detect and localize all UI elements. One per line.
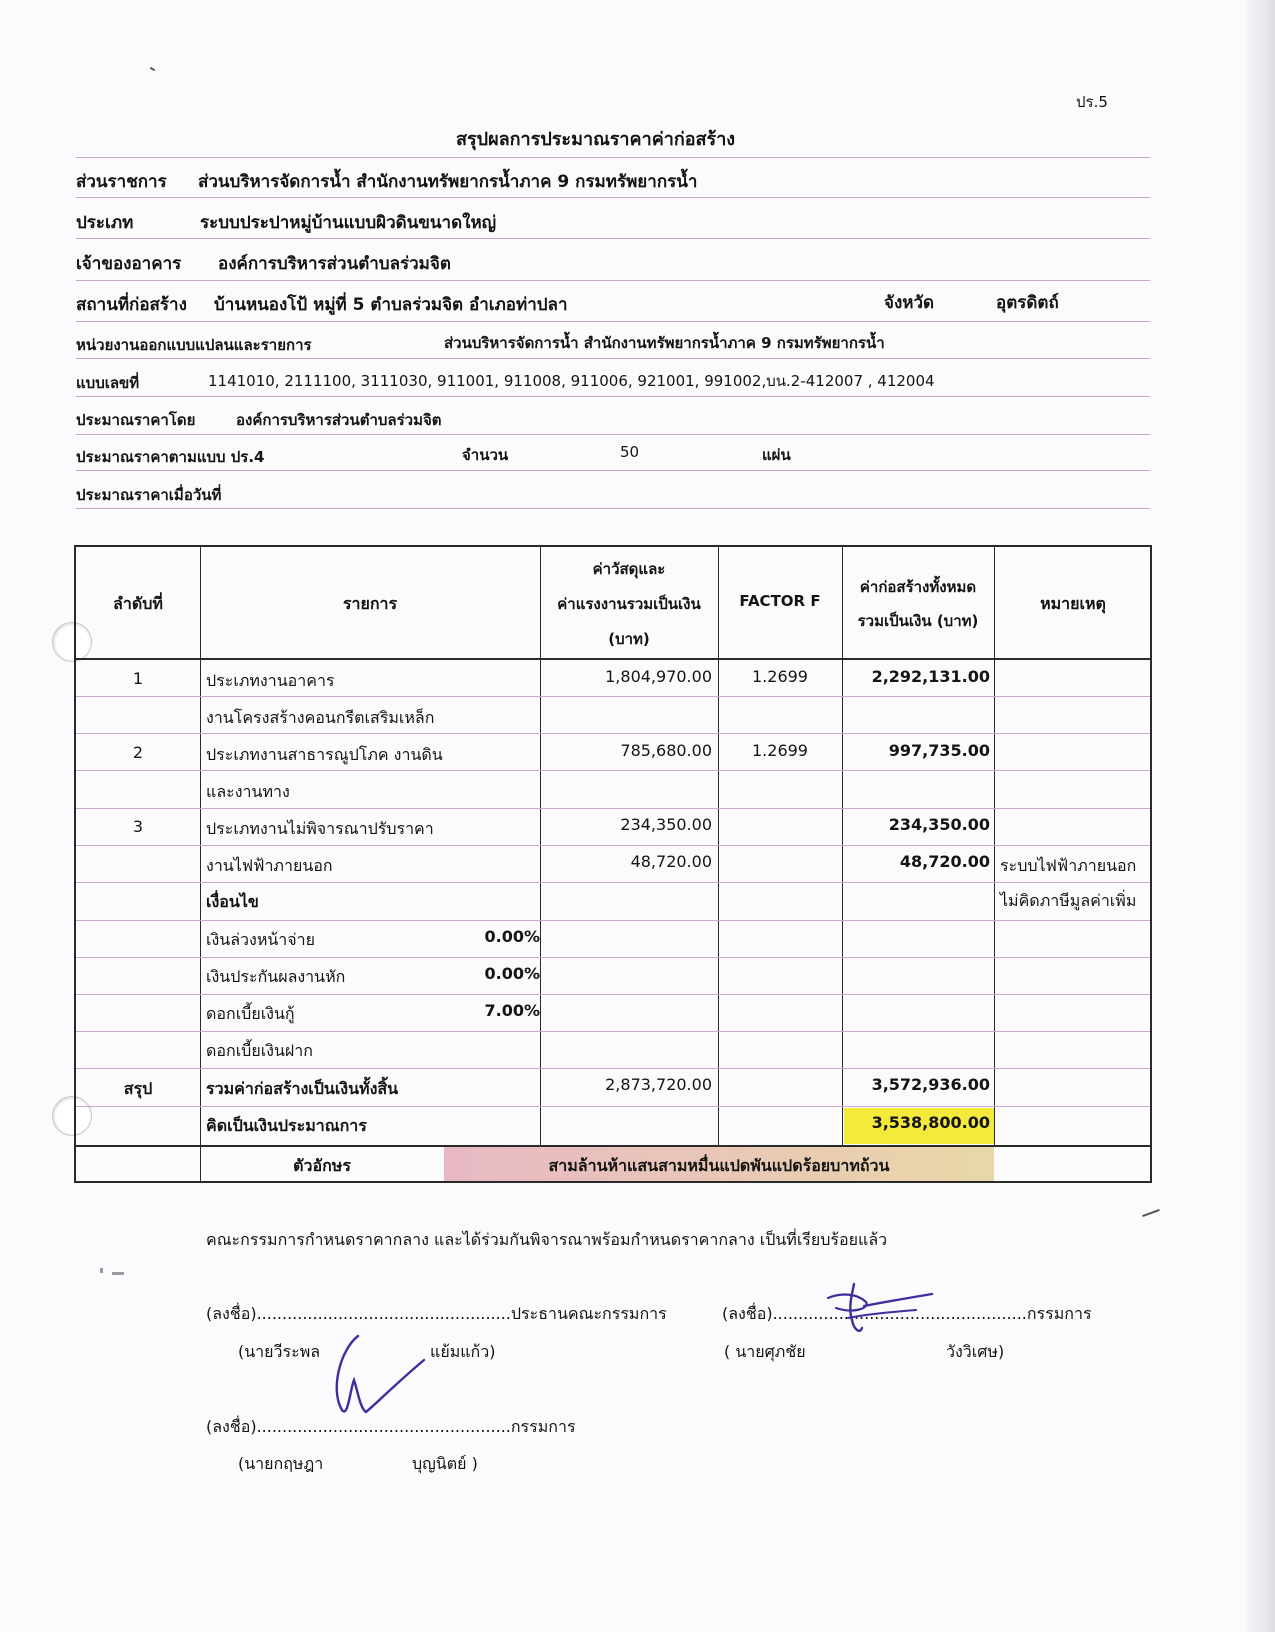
- design-unit-label: หน่วยงานออกแบบแปลนและรายการ: [76, 336, 312, 354]
- text-amount-label: ตัวอักษร: [293, 1156, 351, 1175]
- type-label: ประเภท: [76, 213, 134, 233]
- design-unit-value: ส่วนบริหารจัดการน้ำ สำนักงานทรัพยากรน้ำภาค 9 กรมทรัพยากรน้ำ: [444, 334, 885, 352]
- member1-handwritten-signature: [808, 1278, 938, 1338]
- drawing-no-label: แบบเลขที่: [76, 374, 140, 392]
- member2-name-last: บุญนิตย์ ): [412, 1454, 478, 1473]
- chair-name-last: แย้มแก้ว): [430, 1342, 496, 1361]
- conditions-heading: เงื่อนไข: [206, 892, 259, 911]
- retention-label: เงินประกันผลงานหัก: [206, 967, 346, 986]
- row1-total: 2,292,131.00: [871, 667, 990, 686]
- header-factor: FACTOR F: [739, 592, 821, 610]
- header-cost-line1: ค่าวัสดุและ: [592, 560, 666, 578]
- scan-speck: [1142, 1209, 1160, 1217]
- province-label: จังหวัด: [884, 293, 935, 313]
- type-value: ระบบประปาหมู่บ้านแบบผิวดินขนาดใหญ่: [200, 213, 497, 233]
- row-line: [76, 808, 1150, 809]
- estimate-label: คิดเป็นเงินประมาณการ: [206, 1116, 367, 1135]
- scan-speck: [112, 1272, 124, 1275]
- row-line: [76, 994, 1150, 995]
- rule-line: [76, 434, 1150, 435]
- summary-total-all: 3,572,936.00: [871, 1075, 990, 1094]
- header-total-line2: รวมเป็นเงิน (บาท): [857, 612, 979, 630]
- summary-seq: สรุป: [123, 1079, 153, 1098]
- rule-line: [76, 280, 1150, 281]
- text-amount-value: สามล้านห้าแสนสามหมื่นแปดพันแปดร้อยบาทถ้วน: [548, 1156, 890, 1175]
- column-divider: [718, 547, 719, 1147]
- row-line: [76, 920, 1150, 921]
- header-cost-line3: (บาท): [608, 630, 650, 648]
- site-value: บ้านหนองโป้ หมู่ที่ 5 ตำบลร่วมจิต อำเภอท่าปลา: [214, 295, 568, 315]
- row-line: [76, 845, 1150, 846]
- row2-total: 997,735.00: [888, 741, 990, 760]
- chair-handwritten-signature: [320, 1330, 430, 1420]
- row1-seq: 1: [132, 669, 144, 688]
- deposit-interest-label: ดอกเบี้ยเงินฝาก: [206, 1041, 313, 1060]
- header-seq: ลำดับที่: [113, 594, 163, 613]
- row3-total: 234,350.00: [888, 815, 990, 834]
- loan-interest-label: ดอกเบี้ยเงินกู้: [206, 1004, 295, 1023]
- cost-summary-table: [74, 545, 1152, 1183]
- estimate-value: 3,538,800.00: [871, 1113, 990, 1132]
- date-label: ประมาณราคาเมื่อวันที่: [76, 486, 222, 504]
- row-electrical-remark: ระบบไฟฟ้าภายนอก: [1000, 856, 1137, 875]
- row2-factor: 1.2699: [752, 741, 808, 760]
- rule-line: [76, 470, 1150, 471]
- row-line: [76, 1031, 1150, 1032]
- rule-line: [76, 508, 1150, 509]
- member1-name-last: วังวิเศษ): [946, 1342, 1005, 1361]
- row-line: [76, 882, 1150, 883]
- per-form-label: ประมาณราคาตามแบบ ปร.4: [76, 448, 265, 466]
- chair-name-first: (นายวีระพล: [238, 1342, 321, 1361]
- owner-label: เจ้าของอาคาร: [76, 254, 182, 274]
- row-line: [76, 957, 1150, 958]
- row3-seq: 3: [132, 817, 144, 836]
- row2-cost: 785,680.00: [620, 741, 712, 760]
- chair-signature-line: (ลงชื่อ)..................................................ประธานคณะกรรมการ: [206, 1304, 667, 1323]
- province-value: อุตรดิตถ์: [996, 293, 1059, 313]
- row2b-item: และงานทาง: [206, 782, 290, 801]
- site-label: สถานที่ก่อสร้าง: [76, 295, 187, 315]
- row-electrical-total: 48,720.00: [899, 852, 990, 871]
- estimated-by-label: ประมาณราคาโดย: [76, 411, 196, 429]
- summary-total-label: รวมค่าก่อสร้างเป็นเงินทั้งสิ้น: [206, 1079, 399, 1098]
- owner-value: องค์การบริหารส่วนตำบลร่วมจิต: [218, 254, 451, 274]
- column-divider: [842, 547, 843, 1147]
- member2-name-first: (นายกฤษฎา: [238, 1454, 324, 1473]
- row-line: [76, 696, 1150, 697]
- rule-line: [76, 396, 1150, 397]
- scan-speck: [150, 67, 155, 71]
- row-electrical-item: งานไฟฟ้าภายนอก: [206, 856, 333, 875]
- drawing-no-value: 1141010, 2111100, 3111030, 911001, 911008, 911006, 921001, 991002,บน.2-412007 , 412004: [208, 372, 935, 390]
- scan-speck: [100, 1268, 103, 1273]
- row2-seq: 2: [132, 743, 144, 762]
- row-line: [76, 733, 1150, 734]
- row-electrical-cost: 48,720.00: [630, 852, 712, 871]
- page-edge-shadow: [1247, 0, 1275, 1632]
- sheets-label: แผ่น: [762, 446, 791, 464]
- quantity-value: 50: [620, 443, 640, 461]
- row1-cost: 1,804,970.00: [605, 667, 712, 686]
- rule-line: [76, 358, 1150, 359]
- vat-remark: ไม่คิดภาษีมูลค่าเพิ่ม: [1000, 891, 1137, 910]
- row-line: [76, 1068, 1150, 1069]
- rule-line: [76, 157, 1150, 158]
- row2-item: ประเภทงานสาธารณูปโภค งานดิน: [206, 745, 443, 764]
- document-title: สรุปผลการประมาณราคาค่าก่อสร้าง: [456, 129, 736, 150]
- agency-value: ส่วนบริหารจัดการน้ำ สำนักงานทรัพยากรน้ำภาค 9 กรมทรัพยากรน้ำ: [198, 172, 698, 192]
- rule-line: [76, 238, 1150, 239]
- member1-signature-line: (ลงชื่อ)..................................................กรรมการ: [722, 1304, 1092, 1323]
- committee-note: คณะกรรมการกำหนดราคากลาง และได้ร่วมกันพิจารณาพร้อมกำหนดราคากลาง เป็นที่เรียบร้อยแล้ว: [206, 1230, 888, 1249]
- estimated-by-value: องค์การบริหารส่วนตำบลร่วมจิต: [236, 411, 442, 429]
- advance-payment-rate: 0.00%: [484, 927, 540, 946]
- header-total-line1: ค่าก่อสร้างทั้งหมด: [859, 578, 977, 596]
- header-item: รายการ: [342, 594, 398, 613]
- header-cost-line2: ค่าแรงงานรวมเป็นเงิน: [557, 595, 701, 613]
- form-code: ปร.5: [1076, 93, 1108, 111]
- row-line: [76, 1106, 1150, 1107]
- advance-payment-label: เงินล่วงหน้าจ่าย: [206, 930, 316, 949]
- retention-rate: 0.00%: [484, 964, 540, 983]
- row3-cost: 234,350.00: [620, 815, 712, 834]
- rule-line: [76, 321, 1150, 322]
- row-line: [76, 770, 1150, 771]
- member1-name-first: ( นายศุภชัย: [724, 1342, 806, 1361]
- row3-item: ประเภทงานไม่พิจารณาปรับราคา: [206, 819, 434, 838]
- agency-label: ส่วนราชการ: [76, 172, 167, 192]
- column-divider: [200, 547, 201, 1181]
- row1-item: ประเภทงานอาคาร: [206, 671, 335, 690]
- header-bottom-line: [76, 658, 1150, 660]
- column-divider: [994, 547, 995, 1147]
- summary-total-cost: 2,873,720.00: [605, 1075, 712, 1094]
- row1-factor: 1.2699: [752, 667, 808, 686]
- header-remark: หมายเหตุ: [1040, 594, 1106, 613]
- loan-interest-rate: 7.00%: [484, 1001, 540, 1020]
- quantity-label: จำนวน: [462, 446, 509, 464]
- rule-line: [76, 197, 1150, 198]
- member2-signature-line: (ลงชื่อ)..................................................กรรมการ: [206, 1417, 576, 1436]
- row1b-item: งานโครงสร้างคอนกรีตเสริมเหล็ก: [206, 708, 435, 727]
